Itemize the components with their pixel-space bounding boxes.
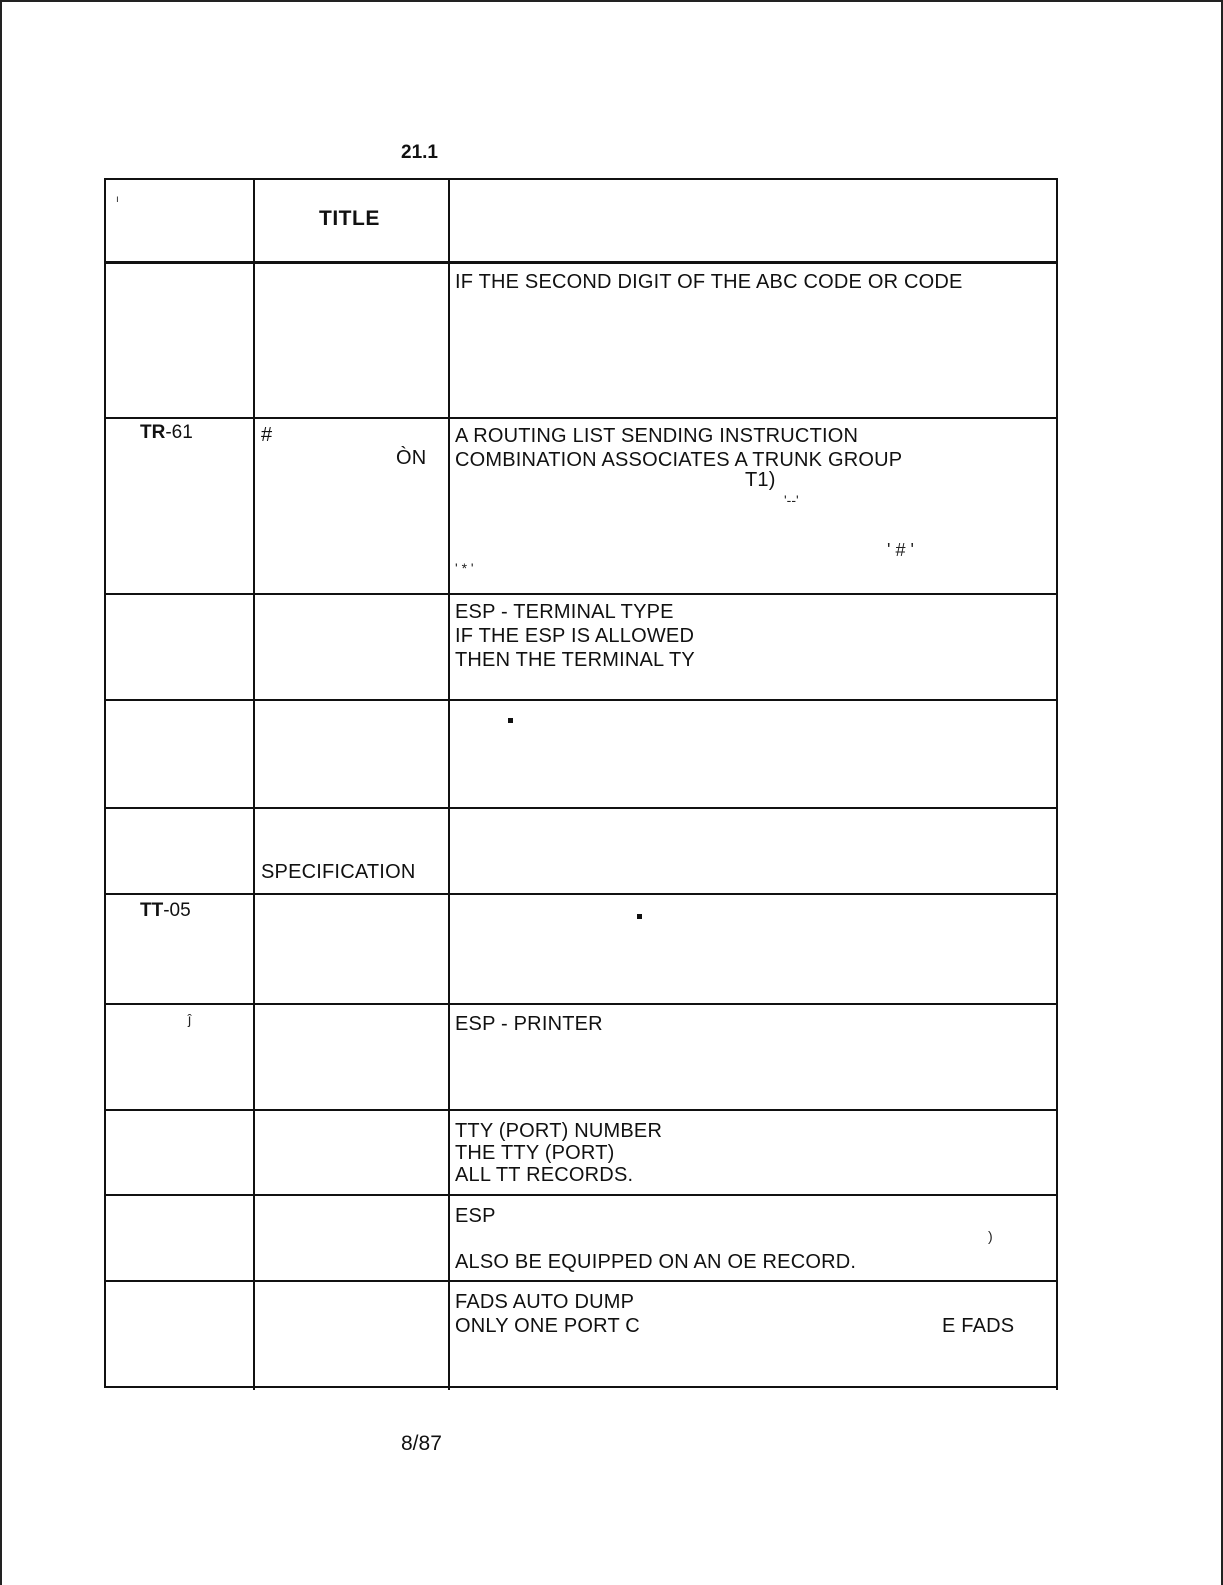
footer-date: 8/87 [401, 1432, 442, 1455]
column-divider-1 [253, 178, 255, 1390]
row-2-fragment: ' # ' [887, 540, 914, 560]
record-id-suffix: -05 [163, 900, 191, 921]
row-10-fragment: E FADS [942, 1315, 1015, 1337]
row-2-record-id [140, 422, 193, 444]
row-2-title: # [261, 424, 273, 446]
header-divider [104, 261, 1058, 264]
row-divider [104, 699, 1058, 701]
row-divider [104, 1003, 1058, 1005]
row-10-description-line-2: ONLY ONE PORT C [455, 1315, 640, 1337]
row-1-description: IF THE SECOND DIGIT OF THE ABC CODE OR CODE [455, 271, 963, 293]
row-2-title-right: ÒN [396, 447, 427, 469]
row-divider [104, 807, 1058, 809]
row-2-description-line-1: A ROUTING LIST SENDING INSTRUCTION [455, 425, 859, 447]
row-divider [104, 1194, 1058, 1196]
row-3-description-line-3: THEN THE TERMINAL TY [455, 649, 695, 671]
row-7-id-fragment: ĵ [188, 1011, 192, 1027]
row-divider [104, 1280, 1058, 1282]
row-2-fragment: '--' [784, 492, 799, 508]
title-column-header: TITLE [319, 207, 380, 230]
table-top-border [104, 178, 1058, 180]
header-tick-mark: ı [116, 194, 119, 205]
row-2-fragment: ' * ' [455, 560, 474, 576]
row-divider [104, 1109, 1058, 1111]
row-8-description-line-1: TTY (PORT) NUMBER [455, 1120, 663, 1142]
section-number: 21.1 [401, 142, 438, 163]
row-3-description-line-2: IF THE ESP IS ALLOWED [455, 625, 695, 647]
row-divider [104, 593, 1058, 595]
row-8-description-line-3: ALL TT RECORDS. [455, 1164, 634, 1186]
row-9-fragment: ) [988, 1228, 993, 1244]
table-bottom-border [104, 1386, 1058, 1388]
table-right-border [1056, 178, 1058, 1390]
record-table [104, 178, 1060, 1391]
table-left-border [104, 178, 106, 1388]
row-4-bullet-mark [508, 718, 513, 723]
record-id-suffix: -61 [165, 422, 193, 443]
record-id-prefix: TT [140, 900, 164, 921]
row-6-record-id [140, 900, 191, 922]
row-6-bullet-mark [637, 914, 642, 919]
row-2-fragment: T1) [745, 469, 776, 491]
row-10-description-line-1: FADS AUTO DUMP [455, 1291, 635, 1313]
row-3-description-line-1: ESP - TERMINAL TYPE [455, 601, 674, 623]
row-2-description-line-2: COMBINATION ASSOCIATES A TRUNK GROUP [455, 449, 903, 471]
row-divider [104, 893, 1058, 895]
row-7-description: ESP - PRINTER [455, 1013, 603, 1035]
row-divider [104, 417, 1058, 419]
row-8-description-line-2: THE TTY (PORT) [455, 1142, 615, 1164]
row-9-description-line-1: ESP [455, 1205, 496, 1227]
row-5-title: SPECIFICATION [261, 861, 416, 883]
record-id-prefix: TR [140, 422, 166, 443]
row-9-description-line-3: ALSO BE EQUIPPED ON AN OE RECORD. [455, 1251, 857, 1273]
column-divider-2 [448, 178, 450, 1390]
